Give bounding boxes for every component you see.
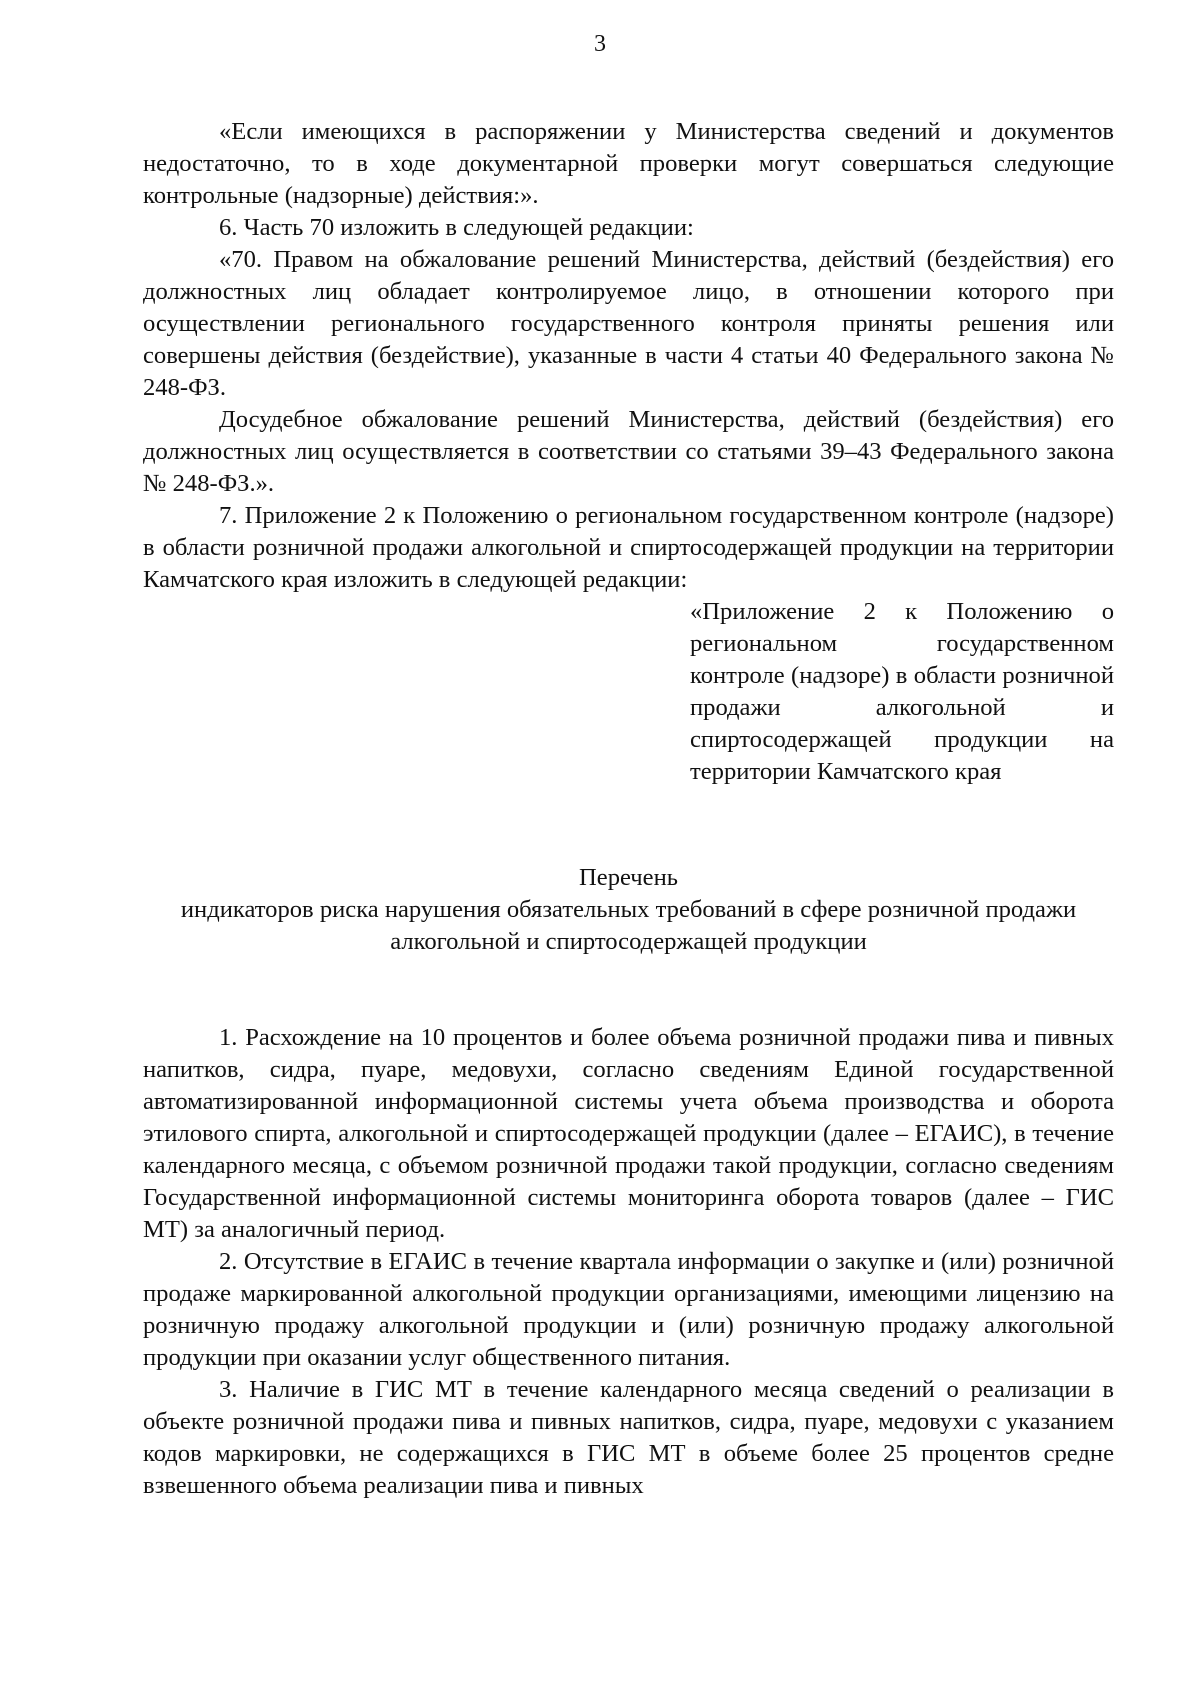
risk-indicators-list [143, 1022, 1114, 1502]
paragraph-item-6: 6. Часть 70 изложить в следующей редакции: [219, 214, 694, 241]
amendment-text-top [143, 116, 1114, 596]
risk-indicator-3: 3. Наличие в ГИС МТ в течение календарного месяца сведений о реализации в объекте розничной продажи пива и пивных напитков, сидра, пуаре, медовухи с указанием кодов маркировки, не содержащихся в ГИС МТ в объеме более 25 процентов средне взвешенного объема реализации пива и пивных [143, 1376, 1114, 1499]
list-heading [143, 862, 1114, 958]
risk-indicator-2: 2. Отсутствие в ЕГАИС в течение квартала информации о закупке и (или) розничной продаже маркированной алкогольной продукции организациями, имеющими лицензию на розничную продажу алкогольной продукции и (или) розничную продажу алкогольной продукции при оказании услуг общественного питания. [143, 1248, 1114, 1371]
paragraph-item-7: 7. Приложение 2 к Положению о региональном государственном контроле (надзоре) в области розничной продажи алкогольной и спиртосодержащей продукции на территории Камчатского края изложить в следующей редакции: [143, 502, 1114, 593]
list-heading-title: Перечень [579, 864, 678, 891]
paragraph-pretrial-appeal: Досудебное обжалование решений Министерства, действий (бездействия) его должностных лиц осуществляется в соответствии со статьями 39–43 Федерального закона № 248-ФЗ.». [143, 406, 1114, 497]
appendix-reference: «Приложение 2 к Положению о региональном государственном контроле (надзоре) в области розничной продажи алкогольной и спиртосодержащей продукции на территории Камчатского края [690, 598, 1114, 785]
paragraph-part-70: «70. Правом на обжалование решений Министерства, действий (бездействия) его должностных лиц обладает контролируемое лицо, в отношении которого при осуществлении регионального государственного контроля приняты решения или совершены действия (бездействие), указанные в части 4 статьи 40 Федерального закона № 248-ФЗ. [143, 246, 1114, 401]
list-heading-subtitle: индикаторов риска нарушения обязательных требований в сфере розничной продажи алкогольной и спиртосодержащей продукции [180, 896, 1077, 955]
page-number: 3 [594, 31, 606, 57]
risk-indicator-1: 1. Расхождение на 10 процентов и более объема розничной продажи пива и пивных напитков, сидра, пуаре, медовухи, согласно сведениям Единой государственной автоматизированной информационной системы учета объема производства и оборота этилового спирта, алкогольной и спиртосодержащей продукции (далее – ЕГАИС), в течение календарного месяца, с объемом розничной продажи такой продукции, согласно сведениям Государственной информационной системы мониторинга оборота товаров (далее – ГИС МТ) за аналогичный период. [143, 1024, 1114, 1243]
paragraph-quote-documentary-check: «Если имеющихся в распоряжении у Министерства сведений и документов недостаточно, то в ходе документарной проверки могут совершаться следующие контрольные (надзорные) действия:». [143, 118, 1114, 209]
